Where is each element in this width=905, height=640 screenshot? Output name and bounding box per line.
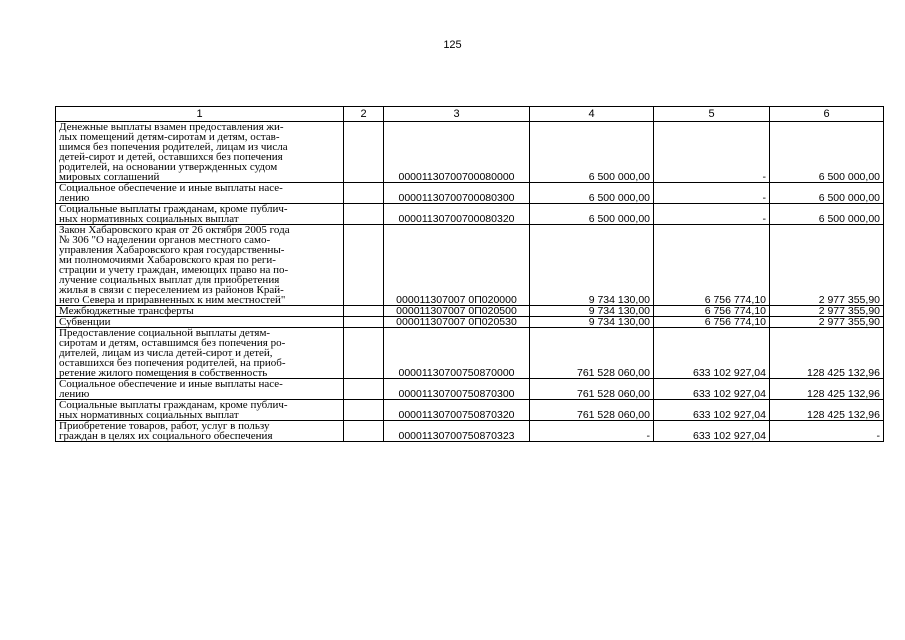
row-value-4: 9 734 130,00 bbox=[530, 306, 654, 317]
row-value-4: 9 734 130,00 bbox=[530, 317, 654, 328]
table-row bbox=[56, 328, 884, 379]
row-name: Приобретение товаров, работ, услуг в пользу граждан в целях их социального обеспечения bbox=[56, 421, 344, 442]
row-value-6: 2 977 355,90 bbox=[770, 306, 884, 317]
row-value-5: 6 756 774,10 bbox=[654, 317, 770, 328]
row-value-6: - bbox=[770, 421, 884, 442]
row-col2 bbox=[344, 328, 384, 379]
row-code: 000011307007 0П020000 bbox=[384, 225, 530, 306]
header-row bbox=[56, 107, 884, 122]
table-row bbox=[56, 122, 884, 183]
row-code: 00001130700750870320 bbox=[384, 400, 530, 421]
row-name: Субвенции bbox=[56, 317, 344, 328]
row-col2 bbox=[344, 306, 384, 317]
table-row bbox=[56, 421, 884, 442]
row-code: 000011307007 0П020500 bbox=[384, 306, 530, 317]
row-value-5: 6 756 774,10 bbox=[654, 225, 770, 306]
header-col-2: 2 bbox=[344, 107, 384, 122]
row-value-5: - bbox=[654, 204, 770, 225]
row-name: Предоставление социальной выплаты детям- сиротам и детям, оставшимся без попечения ро- дителей, лицам из числа детей-сирот и детей, оставшихся без попечения родителей, на приоб- ретение жилого помещения в собственность bbox=[56, 328, 344, 379]
row-col2 bbox=[344, 122, 384, 183]
row-value-6: 2 977 355,90 bbox=[770, 317, 884, 328]
row-value-4: 6 500 000,00 bbox=[530, 122, 654, 183]
row-col2 bbox=[344, 421, 384, 442]
row-value-6: 128 425 132,96 bbox=[770, 400, 884, 421]
row-value-4: 9 734 130,00 bbox=[530, 225, 654, 306]
row-code: 000011307007 0П020530 bbox=[384, 317, 530, 328]
row-col2 bbox=[344, 379, 384, 400]
header-col-5: 5 bbox=[654, 107, 770, 122]
row-value-5: 6 756 774,10 bbox=[654, 306, 770, 317]
row-code: 00001130700700080300 bbox=[384, 183, 530, 204]
row-name: Денежные выплаты взамен предоставления жи- лых помещений детям-сиротам и детям, остав- шимся без попечения родителей, лицам из числа детей-сирот и детей, оставшихся без попечения родителей, на основании утвержденных судом мировых соглашений bbox=[56, 122, 344, 183]
budget-table bbox=[55, 106, 884, 442]
row-value-6: 2 977 355,90 bbox=[770, 225, 884, 306]
table-row bbox=[56, 204, 884, 225]
row-code: 00001130700700080320 bbox=[384, 204, 530, 225]
row-value-6: 6 500 000,00 bbox=[770, 204, 884, 225]
row-value-5: 633 102 927,04 bbox=[654, 400, 770, 421]
row-code: 00001130700700080000 bbox=[384, 122, 530, 183]
row-code: 00001130700750870323 bbox=[384, 421, 530, 442]
row-col2 bbox=[344, 400, 384, 421]
row-name: Межбюджетные трансферты bbox=[56, 306, 344, 317]
row-value-4: 6 500 000,00 bbox=[530, 183, 654, 204]
row-value-6: 128 425 132,96 bbox=[770, 379, 884, 400]
row-value-6: 6 500 000,00 bbox=[770, 183, 884, 204]
row-value-6: 128 425 132,96 bbox=[770, 328, 884, 379]
row-code: 00001130700750870000 bbox=[384, 328, 530, 379]
header-col-6: 6 bbox=[770, 107, 884, 122]
table-row bbox=[56, 317, 884, 328]
row-value-4: 761 528 060,00 bbox=[530, 400, 654, 421]
row-value-5: 633 102 927,04 bbox=[654, 421, 770, 442]
table-row bbox=[56, 183, 884, 204]
row-value-5: 633 102 927,04 bbox=[654, 328, 770, 379]
table-row bbox=[56, 306, 884, 317]
page-number: 125 bbox=[443, 39, 462, 51]
header-col-3: 3 bbox=[384, 107, 530, 122]
table-row bbox=[56, 379, 884, 400]
row-name: Социальные выплаты гражданам, кроме публич- ных нормативных социальных выплат bbox=[56, 400, 344, 421]
header-col-4: 4 bbox=[530, 107, 654, 122]
row-value-4: - bbox=[530, 421, 654, 442]
row-col2 bbox=[344, 317, 384, 328]
row-name: Социальные выплаты гражданам, кроме публич- ных нормативных социальных выплат bbox=[56, 204, 344, 225]
row-name: Социальное обеспечение и иные выплаты насе- лению bbox=[56, 183, 344, 204]
table-row bbox=[56, 225, 884, 306]
row-col2 bbox=[344, 225, 384, 306]
row-value-4: 6 500 000,00 bbox=[530, 204, 654, 225]
row-name: Закон Хабаровского края от 26 октября 2005 года № 306 "О наделении органов местного само- управления Хабаровского края государственны- ми полномочиями Хабаровского края по реги- страции и учету граждан, имеющих право на по- лучение социальных выплат для приобретения жилья в связи с переселением из районов Край- него Севера и приравненных к ним местностей" bbox=[56, 225, 344, 306]
row-value-4: 761 528 060,00 bbox=[530, 328, 654, 379]
header-col-1: 1 bbox=[56, 107, 344, 122]
row-value-5: 633 102 927,04 bbox=[654, 379, 770, 400]
table-row bbox=[56, 400, 884, 421]
row-value-5: - bbox=[654, 122, 770, 183]
row-name: Социальное обеспечение и иные выплаты насе- лению bbox=[56, 379, 344, 400]
row-value-6: 6 500 000,00 bbox=[770, 122, 884, 183]
row-col2 bbox=[344, 183, 384, 204]
row-value-5: - bbox=[654, 183, 770, 204]
row-col2 bbox=[344, 204, 384, 225]
row-code: 00001130700750870300 bbox=[384, 379, 530, 400]
row-value-4: 761 528 060,00 bbox=[530, 379, 654, 400]
